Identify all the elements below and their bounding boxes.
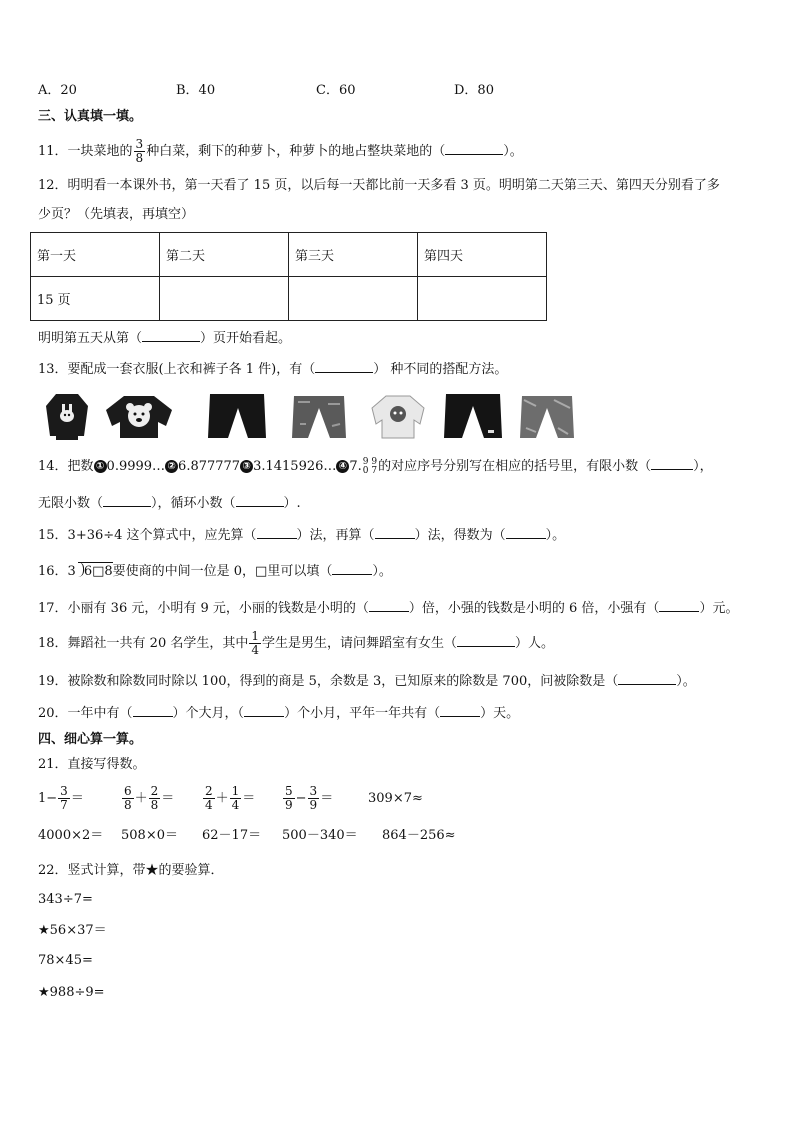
jacket-rabbit-icon <box>44 390 90 442</box>
q11-blank[interactable] <box>445 142 503 155</box>
number-two-icon: ② <box>165 460 178 473</box>
q14-text-2: 的对应序号分别写在相应的括号里，有限小数（ <box>378 459 652 474</box>
q22-item: ★988÷9= <box>38 985 105 1000</box>
question-17 <box>38 599 738 618</box>
question-11 <box>38 138 523 165</box>
question-19 <box>38 672 696 691</box>
long-division-icon: 6□8 <box>78 562 113 581</box>
q12-after-text: 明明第五天从第（ <box>38 331 143 346</box>
table-cell-blank[interactable] <box>418 277 547 321</box>
option-a: A．20 <box>38 83 77 98</box>
table-cell: 15 页 <box>31 277 160 321</box>
table-cell-blank[interactable] <box>160 277 289 321</box>
number-three-icon: ③ <box>240 460 253 473</box>
q21-expr-2: $\frac{6}{8}$ ＋ $\frac{2}{8}$ ＝ <box>124 784 175 812</box>
q11-text-2: 种白菜，剩下的种萝卜，种萝卜的地占整块菜地的（ <box>146 144 446 159</box>
table-header-cell: 第二天 <box>160 233 289 277</box>
q20-text-2: ）个大月，（ <box>172 706 245 721</box>
section-4-heading: 四、细心算一算。 <box>38 732 143 747</box>
q14-value-1: 0.9999… <box>106 459 166 474</box>
q15-text-2: ）法，再算（ <box>296 528 375 543</box>
q11-end: ）。 <box>503 144 523 159</box>
q14-value-4: 7. <box>349 459 362 474</box>
q21-row2-item: 508×0＝ <box>121 828 178 843</box>
q16-end: ）。 <box>372 564 392 579</box>
q22-item: 343÷7= <box>38 892 93 907</box>
section-3-heading: 三、认真填一填。 <box>38 109 143 124</box>
pants-gray-2-icon <box>518 394 576 442</box>
number-four-icon: ④ <box>336 460 349 473</box>
q16-blank[interactable] <box>332 562 372 575</box>
question-18 <box>38 630 554 658</box>
q18-text: 18．舞蹈社一共有 20 名学生，其中 <box>38 636 249 651</box>
pants-gray-icon <box>290 394 348 442</box>
q14-blank-infinite[interactable] <box>103 494 151 507</box>
question-20 <box>38 704 519 723</box>
q16-divisor: 3 <box>67 564 76 579</box>
q14-blank-finite[interactable] <box>651 457 693 470</box>
question-22-title: 22．竖式计算，带★的要验算． <box>38 863 224 878</box>
jacket-bear-icon <box>104 392 174 442</box>
table-cell-blank[interactable] <box>289 277 418 321</box>
jacket-white-icon <box>370 392 426 442</box>
table-header-row <box>31 233 547 277</box>
q21-expr-5: 309×7≈ <box>368 791 423 806</box>
pants-black-2-icon <box>442 392 504 442</box>
q17-end: ）元。 <box>699 601 739 616</box>
q19-text: 19．被除数和除数同时除以 100，得到的商是 5，余数是 3，已知原来的除数是 700，问被除数是（ <box>38 674 619 689</box>
q22-item: 78×45= <box>38 953 93 968</box>
q14-end: ）， <box>693 459 713 474</box>
q19-end: ）。 <box>676 674 696 689</box>
q14-end-2: ）. <box>283 496 301 511</box>
q18-text-2: 学生是男生，请问舞蹈室有女生（ <box>262 636 458 651</box>
q21-expr-4: $\frac{5}{9}$ − $\frac{3}{9}$ ＝ <box>285 784 334 812</box>
q14-value-3: 3.1415926… <box>253 459 337 474</box>
q13-text: 13．要配成一套衣服(上衣和裤子各 1 件)，有（ <box>38 362 316 377</box>
question-21-title: 21．直接写得数。 <box>38 757 146 772</box>
table-header-cell: 第一天 <box>31 233 160 277</box>
q20-blank-1[interactable] <box>133 704 173 717</box>
q11-text: 11．一块菜地的 <box>38 144 133 159</box>
q21-row2-item: 62－17＝ <box>202 828 262 843</box>
q18-fraction: $\frac{1}{4}$ <box>251 629 259 657</box>
q20-text: 20．一年中有（ <box>38 706 133 721</box>
table-header-cell: 第三天 <box>289 233 418 277</box>
q15-blank-2[interactable] <box>375 526 415 539</box>
q14-text-3: 无限小数（ <box>38 496 104 511</box>
option-b: B．40 <box>176 83 216 98</box>
question-16 <box>38 562 392 581</box>
table-header-cell: 第四天 <box>418 233 547 277</box>
question-14-line2 <box>38 494 301 513</box>
question-12-line1: 12．明明看一本课外书，第一天看了 15 页，以后每一天都比前一天多看 3 页。明明第二天第三天、第四天分别看了多 <box>38 178 720 193</box>
q22-item: ★56×37＝ <box>38 923 107 938</box>
q17-text-2: ）倍，小强的钱数是小明的 6 倍，小强有（ <box>408 601 660 616</box>
q12-after-end: ）页开始看起。 <box>200 331 292 346</box>
option-d: D．80 <box>454 83 494 98</box>
q12-blank[interactable] <box>142 329 200 342</box>
q21-row2-item: 4000×2＝ <box>38 828 104 843</box>
q21-row2-item: 500－340＝ <box>282 828 358 843</box>
q17-blank-2[interactable] <box>659 599 699 612</box>
q11-fraction: $\frac{3}{8}$ <box>135 137 144 165</box>
q21-expr-3: $\frac{2}{4}$ ＋ $\frac{1}{4}$ ＝ <box>205 784 256 812</box>
option-c: C．60 <box>316 83 356 98</box>
question-12-after <box>38 329 291 348</box>
q20-text-3: ）个小月，平年一年共有（ <box>284 706 441 721</box>
q15-blank-1[interactable] <box>257 526 297 539</box>
q18-blank[interactable] <box>457 634 515 647</box>
q20-blank-3[interactable] <box>440 704 480 717</box>
q16-text: 16． <box>38 564 68 579</box>
q14-text: 14．把数 <box>38 459 94 474</box>
q15-end: ）。 <box>545 528 566 543</box>
q19-blank[interactable] <box>618 672 676 685</box>
q20-end: ）天。 <box>480 706 520 721</box>
q14-text-4: ），循环小数（ <box>151 496 236 511</box>
q17-text: 17．小丽有 36 元，小明有 9 元，小丽的钱数是小明的（ <box>38 601 369 616</box>
q14-repeating: 9 9 0 7 <box>362 456 378 476</box>
q15-text: 15．3+36÷4 这个算式中，应先算（ <box>38 528 257 543</box>
q13-blank[interactable] <box>315 360 373 373</box>
pants-black-icon <box>206 392 268 442</box>
q17-blank-1[interactable] <box>369 599 409 612</box>
q15-text-3: ）法，得数为（ <box>414 528 506 543</box>
q20-blank-2[interactable] <box>244 704 284 717</box>
q21-expr-1: 1− $\frac{3}{7}$ ＝ <box>38 784 84 812</box>
number-one-icon: ① <box>94 460 107 473</box>
q18-end: ）人。 <box>515 636 555 651</box>
question-12-line2: 少页？（先填表，再填空） <box>38 207 195 222</box>
q21-row2-item: 864－256≈ <box>382 828 456 843</box>
q14-blank-repeating[interactable] <box>236 494 284 507</box>
q16-text-2: 要使商的中间一位是 0，□里可以填（ <box>112 564 333 579</box>
table-row <box>31 277 547 321</box>
question-15 <box>38 526 565 545</box>
q15-blank-3[interactable] <box>506 526 546 539</box>
q14-value-2: 6.877777 <box>178 459 241 474</box>
question-13 <box>38 360 507 379</box>
question-14-line1 <box>38 456 713 478</box>
q12-table <box>30 232 547 321</box>
q13-text-end: ） 种不同的搭配方法。 <box>373 362 508 377</box>
